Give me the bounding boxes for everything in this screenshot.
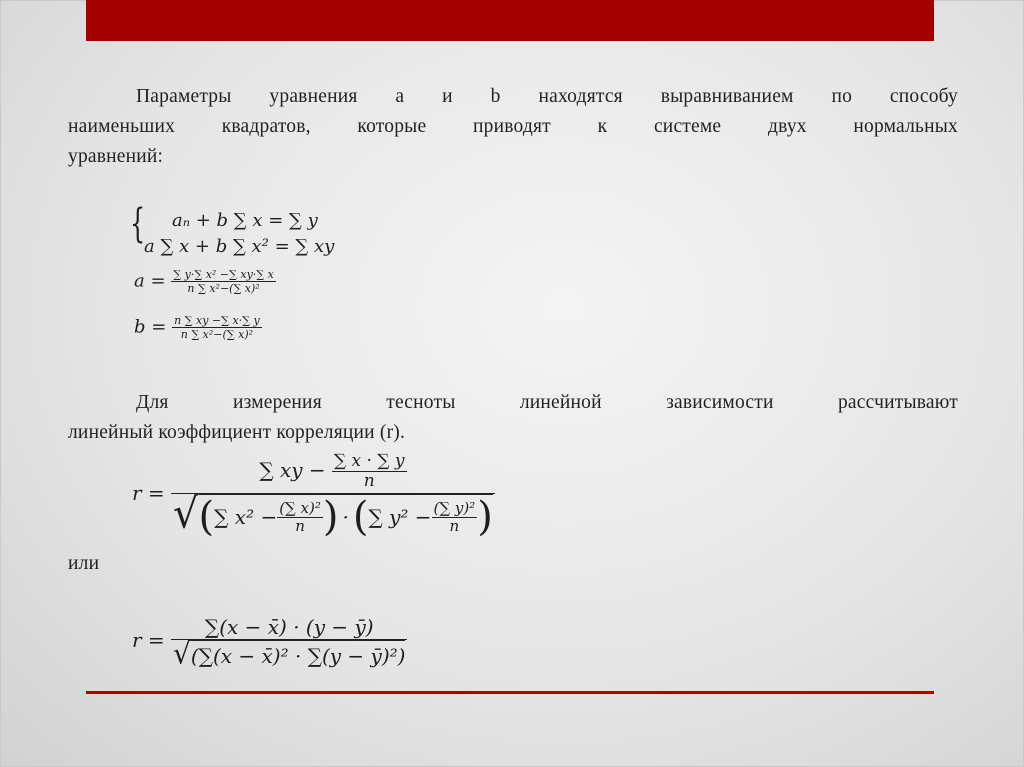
formula-a-numerator: ∑ y·∑ x² −∑ xy·∑ x bbox=[173, 268, 274, 281]
system-equation-1: aₙ + b ∑ x = ∑ y bbox=[172, 210, 318, 231]
formula-r2-lhs: r = bbox=[132, 628, 165, 652]
formula-b-denominator: n ∑ x²−(∑ x)² bbox=[180, 328, 254, 341]
formula-a bbox=[134, 268, 276, 295]
top-accent-bar bbox=[86, 0, 934, 41]
formula-b bbox=[134, 314, 262, 341]
formula-r2-numerator: ∑(x − x̄) · (y − ȳ) bbox=[171, 615, 407, 640]
formula-r2-denominator: √ (∑(x − x̄)² · ∑(y − ȳ)²) bbox=[173, 636, 406, 671]
formula-r-deviations bbox=[132, 615, 407, 671]
formula-r1-numerator: ∑ xy − $\frac{\sum x \cdot \sum y}{n}$ bbox=[171, 452, 495, 494]
formula-a-denominator: n ∑ x²−(∑ x)² bbox=[187, 282, 260, 295]
intro-line-2: наименьших квадратов, которые приводят к системе двух нормальных bbox=[68, 116, 958, 137]
correlation-paragraph bbox=[68, 388, 958, 448]
formula-b-numerator: n ∑ xy −∑ x·∑ y bbox=[174, 314, 260, 327]
intro-line-1: Параметры уравнения a и b находятся выравниванием по способу bbox=[136, 86, 958, 107]
correlation-line-1: Для измерения тесноты линейной зависимости рассчитывают bbox=[136, 392, 958, 413]
square-root-sign: √ bbox=[173, 489, 199, 539]
or-text: или bbox=[68, 553, 100, 574]
system-equation-2: a ∑ x + b ∑ x² = ∑ xy bbox=[144, 236, 335, 257]
bottom-accent-line bbox=[86, 691, 934, 694]
formula-r1-lhs: r = bbox=[132, 481, 165, 505]
square-root-sign-2: √ bbox=[173, 636, 191, 671]
formula-r-sums bbox=[132, 451, 495, 540]
intro-paragraph bbox=[68, 82, 958, 172]
normal-equations-system bbox=[130, 201, 335, 260]
correlation-line-2: линейный коэффициент корреляции (r). bbox=[68, 422, 406, 443]
formula-b-lhs: b = bbox=[134, 316, 167, 338]
system-brace: { bbox=[130, 201, 146, 247]
intro-line-3: уравнений: bbox=[68, 146, 164, 167]
formula-r1-denominator: √ ( ∑ x² − $\frac{\text{(∑ x)²}}{n}$ ) · ( ∑ y² − $\frac{\text{(∑ y)²}}{n}$ ) bbox=[173, 489, 493, 540]
formula-a-lhs: a = bbox=[134, 270, 166, 292]
